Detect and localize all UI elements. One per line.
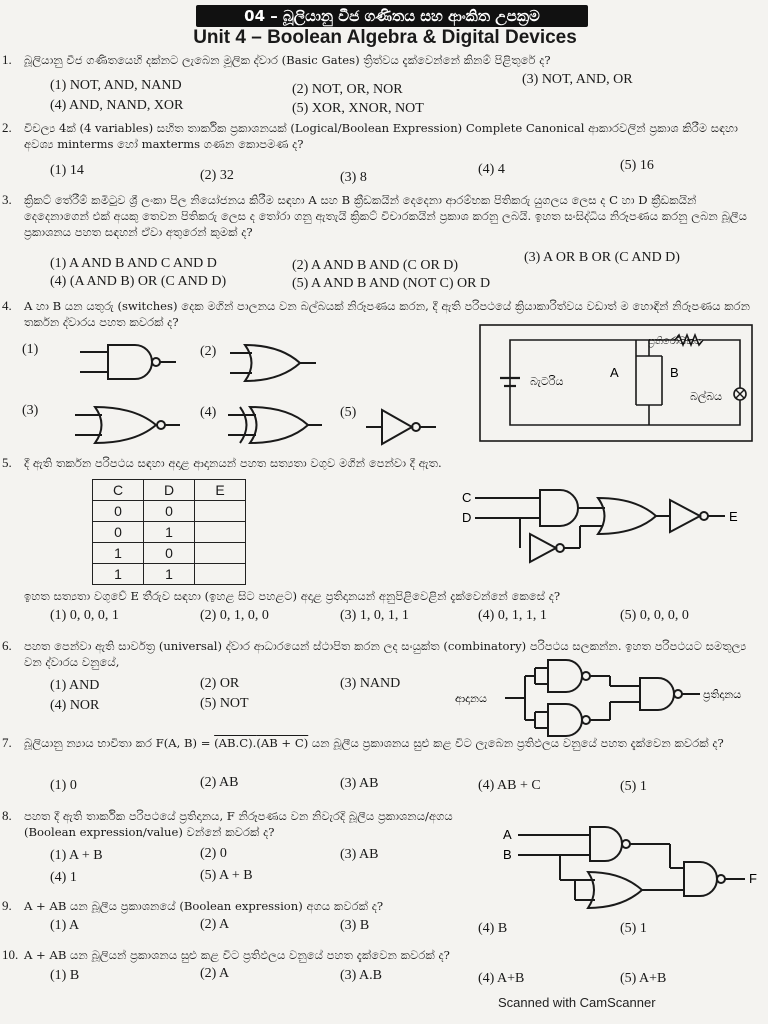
truth-table-cell: 1 (144, 522, 195, 543)
q10-option-2: (2) A (200, 966, 230, 981)
q5-circuit-diagram (475, 490, 725, 562)
q3-option-3: (3) A OR B OR (C AND D) (524, 250, 680, 265)
truth-table-cell: 0 (93, 522, 144, 543)
q4-gate-nor (75, 407, 180, 443)
q4-option-4: (4) (200, 405, 217, 420)
q10-option-1: (1) B (50, 968, 80, 983)
q2-option-2: (2) 32 (200, 168, 234, 183)
q8-option-4: (4) 1 (50, 870, 77, 885)
q3-option-1: (1) A AND B AND C AND D (50, 256, 217, 271)
switch-b-label: B (670, 365, 679, 380)
q6-stem: පහත පෙන්වා ඇති සාර්වත්‍ර (universal) ද්වාර ආධාරයෙන් ස්ථාපිත කරන ලද සංයුක්ත (combinatory) පරිපථය සලකන්න. ඉහත පරිපථයට සමතුල්‍ය වන ද්වාරය වනුයේ, (24, 639, 747, 669)
unit-banner: 04 – බූලියානු වීජ ගණිතය සහ ආංකිත උපක්‍රම (196, 5, 588, 27)
truth-table-cell (195, 522, 246, 543)
q6-circuit-diagram (505, 660, 700, 736)
q5-input-d: D (462, 510, 472, 525)
q3-option-2: (2) A AND B AND (C OR D) (292, 258, 459, 273)
switch-a-label: A (610, 365, 619, 380)
truth-table-header: E (195, 480, 246, 501)
q9-option-2: (2) A (200, 917, 230, 932)
truth-table-cell: 1 (93, 564, 144, 585)
q7-option-5: (5) 1 (620, 779, 647, 794)
q5-option-2: (2) 0, 1, 0, 0 (200, 608, 269, 623)
q6-output-label: ප්‍රතිදානය (703, 689, 742, 701)
truth-table-cell: 1 (93, 543, 144, 564)
q6-input-label: ආදානය (455, 693, 487, 705)
bulb-label: බල්බය (690, 391, 723, 403)
q3-stem: ක්‍රිකට් තේරීම් කමිටුව ශ්‍රී ලංකා පිල නියෝජනය කිරීම සඳහා A සහ B ක්‍රීඩකයින් දෙදෙනා ආරම්භක පිතිකරු යුගලය ලෙස ද C හා D ක්‍රීඩකයින් දෙදෙනාගෙන් එක් අයකු තෙවන පිතිකරු ලෙස ද තෝරා ගනු ඇතැයි ක්‍රිකට් විචාරකයින් ප්‍රකාශ කරනු ලබයි. ඉහත සංසිද්ධිය නිරූපණය කරනු ලබන බූලීය ප්‍රකාශනය පහත සඳහන් ඒවා අතුරෙන් කුමක් ද? (24, 193, 747, 239)
q10-option-4: (4) A+B (478, 971, 525, 986)
q4-number: 4. (2, 298, 12, 313)
battery-label: බැටරිය (530, 376, 564, 388)
q7-option-4: (4) AB + C (478, 778, 541, 793)
q4-gate-not (366, 410, 436, 444)
q5-truth-table (92, 479, 246, 585)
q7-number: 7. (2, 735, 12, 750)
q6-option-5: (5) NOT (200, 696, 249, 711)
q9-number: 9. (2, 898, 12, 913)
q1-number: 1. (2, 52, 12, 67)
q2-option-4: (4) 4 (478, 162, 505, 177)
q8-option-2: (2) 0 (200, 846, 227, 861)
q8-option-3: (3) AB (340, 847, 379, 862)
q6-option-4: (4) NOR (50, 698, 100, 713)
q1-option-2: (2) NOT, OR, NOR (292, 82, 403, 97)
q2-option-5: (5) 16 (620, 158, 654, 173)
q4-option-2: (2) (200, 344, 217, 359)
q10-option-3: (3) A.B (340, 968, 382, 983)
q5-input-c: C (462, 490, 472, 505)
q7-option-1: (1) 0 (50, 778, 77, 793)
q5-output-e: E (729, 509, 738, 524)
q6-option-3: (3) NAND (340, 676, 401, 691)
q4-gate-nand (80, 345, 176, 379)
q8-number: 8. (2, 808, 12, 823)
q9-option-3: (3) B (340, 918, 370, 933)
q10-stem: A + AB යන බූලියන් ප්‍රකාශනය සුළු කළ විට ප්‍රතිඵලය වනුයේ පහත දැක්වෙන කවරක් ද? (24, 948, 450, 962)
q1-option-4: (4) AND, NAND, XOR (50, 98, 184, 113)
q4-option-5: (5) (340, 405, 357, 420)
q4-option-1: (1) (22, 342, 39, 357)
truth-table-cell: 1 (144, 564, 195, 585)
truth-table-cell (195, 501, 246, 522)
q7-stem (24, 735, 752, 751)
q7-stem-pre: බූලියානු න්‍යාය භාවිතා කර F(A, B) = (24, 736, 215, 750)
q10-number: 10. (2, 947, 19, 962)
q1-option-5: (5) XOR, XNOR, NOT (292, 101, 424, 116)
q5-option-5: (5) 0, 0, 0, 0 (620, 608, 689, 623)
q2-option-1: (1) 14 (50, 163, 84, 178)
q4-stem: A හා B යන යතුරු (switches) දෙක මගින් පාලනය වන බල්බයක් නිරූපණය කරන, දී ඇති පරිපථයේ ක්‍රියාකාරිත්වය වඩාත් ම හොඳින් නිරූපණය කරන තර්කන ද්වාරය පහත කවරක් ද? (24, 299, 751, 329)
q3-number: 3. (2, 192, 12, 207)
q3-option-5: (5) A AND B AND (NOT C) OR D (292, 276, 491, 291)
q8-input-a: A (503, 827, 512, 842)
q3-option-4: (4) (A AND B) OR (C AND D) (50, 274, 227, 289)
q1-stem: බූලියානු වීජ ගණිතයෙහි දක්නට ලැබෙන මූලික ද්වාර (Basic Gates) ත්‍රිත්වය දැක්වෙන්නේ කිනම් පිළිතුරේ ද? (24, 53, 551, 67)
q6-option-2: (2) OR (200, 676, 240, 691)
q1-option-1: (1) NOT, AND, NAND (50, 78, 182, 93)
q8-input-b: B (503, 847, 512, 862)
q5-option-1: (1) 0, 0, 0, 1 (50, 608, 119, 623)
q4-gate-or (230, 345, 316, 381)
q7-stem-expr2: (AB + C) (256, 736, 309, 750)
q9-option-5: (5) 1 (620, 921, 647, 936)
q5-number: 5. (2, 455, 12, 470)
q9-option-1: (1) A (50, 918, 80, 933)
truth-table-header: D (144, 480, 195, 501)
q9-option-4: (4) B (478, 921, 508, 936)
truth-table-cell: 0 (144, 501, 195, 522)
q8-stem: පහත දී ඇති තාර්කික පරිපථයේ ප්‍රතිදානය, F නිරූපණය වන නිවැරදි බූලීය ප්‍රකාශනය/අගය (Boolean expression/value) වන්නේ කවරක් ද? (24, 809, 453, 839)
truth-table-cell (195, 543, 246, 564)
q5-option-4: (4) 0, 1, 1, 1 (478, 608, 547, 623)
scanner-watermark: Scanned with CamScanner (498, 995, 656, 1010)
q1-option-3: (3) NOT, AND, OR (522, 72, 633, 87)
q5-option-3: (3) 1, 0, 1, 1 (340, 608, 409, 623)
q8-option-1: (1) A + B (50, 848, 103, 863)
truth-table-cell: 0 (93, 501, 144, 522)
unit-title: Unit 4 – Boolean Algebra & Digital Devices (193, 27, 577, 48)
q7-stem-expr1: (AB.C). (214, 736, 257, 750)
q8-circuit-diagram (518, 827, 745, 908)
q5-stem-2: ඉහත සත්‍යතා වගුවේ E තීරුව සඳහා (ඉහළ සිට පහළට) අදාළ ප්‍රතිදානයන් අනුපිළිවෙළින් දැක්වෙන්නේ කෙසේ ද? (24, 589, 561, 603)
q4-circuit-diagram (480, 325, 752, 441)
truth-table-cell: 0 (144, 543, 195, 564)
resistor-label: ප්‍රතිරෝධකය (648, 336, 702, 347)
q4-option-3: (3) (22, 403, 39, 418)
q2-option-3: (3) 8 (340, 170, 367, 185)
q5-stem: දී ඇති තර්කන පරිපථය සඳහා අදාළ ආදානයන් පහත සත්‍යතා වගුව මගින් පෙන්වා දී ඇත. (24, 456, 442, 470)
q2-number: 2. (2, 120, 12, 135)
truth-table-header: C (93, 480, 144, 501)
q6-number: 6. (2, 638, 12, 653)
q7-stem-post: යන බූලීය ප්‍රකාශනය සුළු කළ විට ලැබෙන ප්‍රතිඵලය වනුයේ පහත දැක්වෙන කවරක් ද? (308, 736, 724, 750)
q7-option-2: (2) AB (200, 775, 239, 790)
q10-option-5: (5) A+B (620, 971, 667, 986)
q6-option-1: (1) AND (50, 678, 100, 693)
q9-stem: A + AB යන බූලීය ප්‍රකාශනයේ (Boolean expression) අගය කවරක් ද? (24, 899, 384, 913)
q8-output-f: F (749, 871, 757, 886)
q7-option-3: (3) AB (340, 776, 379, 791)
q4-gate-xor (228, 407, 322, 443)
truth-table-cell (195, 564, 246, 585)
q2-stem: විචල්‍ය 4ක් (4 variables) සහිත තාර්කික ප්‍රකාශනයක් (Logical/Boolean Expression) Complete Canonical ආකාරවලින් ප්‍රකාශ කිරීම සඳහා අවශ්‍ය minterms හෝ maxterms ගණන කොපමණ ද? (24, 121, 738, 151)
q8-option-5: (5) A + B (200, 868, 253, 883)
